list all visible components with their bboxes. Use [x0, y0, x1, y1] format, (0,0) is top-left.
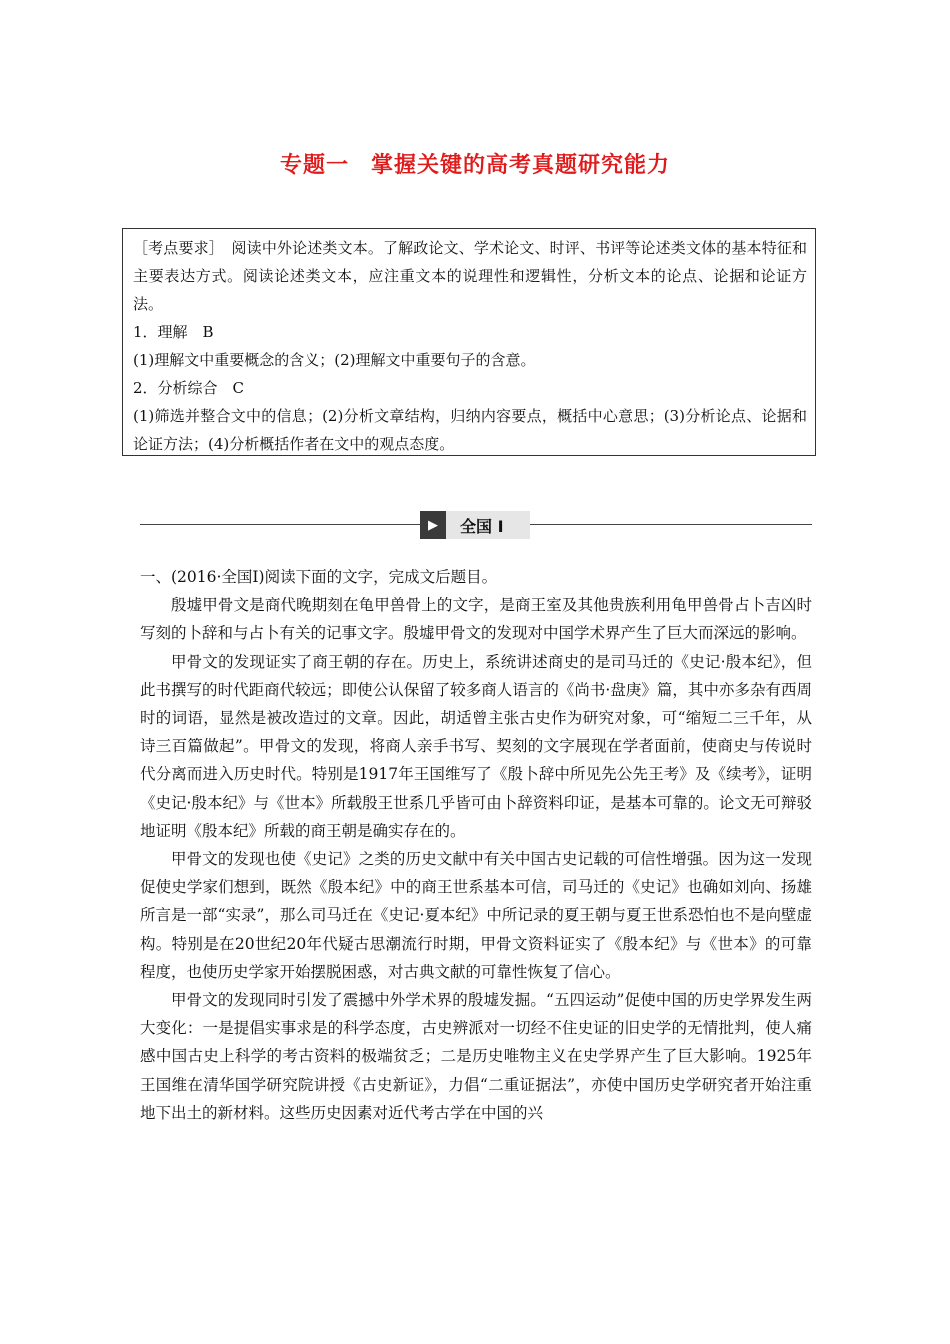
play-arrow-icon: ▶ — [420, 511, 446, 539]
passage-paragraph-2: 甲骨文的发现证实了商王朝的存在。历史上，系统讲述商史的是司马迁的《史记·殷本纪》，但此书撰写的时代距商代较远；即使公认保留了较多商人语言的《尚书·盘庚》篇，其中亦多杂有西周时的词语，显然是被改造过的文章。因此，胡适曾主张古史作为研究对象，可“缩短二三千年，从诗三百篇做起”。甲骨文的发现，将商人亲手书写、契刻的文字展现在学者面前，使商史与传说时代分离而进入历史时代。特别是1917年王国维写了《殷卜辞中所见先公先王考》及《续考》，证明《史记·殷本纪》与《世本》所载殷王世系几乎皆可由卜辞资料印证，是基本可靠的。论文无可辩驳地证明《殷本纪》所载的商王朝是确实存在的。 — [140, 652, 812, 840]
requirement-item-2-detail: (1)筛选并整合文中的信息；(2)分析文章结构，归纳内容要点，概括中心意思；(3)分析论点、论据和论证方法；(4)分析概括作者在文中的观点态度。 — [133, 407, 807, 453]
exam-requirements-box — [122, 228, 816, 456]
page-title — [0, 148, 950, 179]
title-prefix: 专题一 — [279, 153, 349, 178]
requirement-item-2: 2．分析综合 C — [133, 379, 245, 397]
title-main: 掌握关键的高考真题研究能力 — [371, 153, 671, 178]
passage-paragraph-3: 甲骨文的发现也使《史记》之类的历史文献中有关中国古史记载的可信性增强。因为这一发现促使史学家们想到，既然《殷本纪》中的商王世系基本可信，司马迁的《史记》也确如刘向、扬雄所言是一部“实录”，那么司马迁在《史记·夏本纪》中所记录的夏王朝与夏王世系恐怕也不是向壁虚构。特别是在20世纪20年代疑古思潮流行时期，甲骨文资料证实了《殷本纪》与《世本》的可靠程度，也使历史学家开始摆脱困惑，对古典文献的可靠性恢复了信心。 — [140, 850, 812, 981]
question-heading: 一、(2016·全国Ⅰ)阅读下面的文字，完成文后题目。 — [140, 568, 498, 586]
requirements-intro: ［考点要求］ 阅读中外论述类文本。了解政论文、学术论文、时评、书评等论述类文体的基本特征和主要表达方式。阅读论述类文本，应注重文本的说理性和逻辑性，分析文本的论点、论据和论证方法。 — [133, 239, 807, 313]
passage-paragraph-1: 殷墟甲骨文是商代晚期刻在龟甲兽骨上的文字，是商王室及其他贵族利用龟甲兽骨占卜吉凶时写刻的卜辞和与占卜有关的记事文字。殷墟甲骨文的发现对中国学术界产生了巨大而深远的影响。 — [140, 596, 812, 643]
section-label: 全国 I — [460, 516, 504, 536]
requirement-item-1-detail: (1)理解文中重要概念的含义；(2)理解文中重要句子的含意。 — [133, 351, 536, 369]
section-header — [140, 511, 812, 539]
requirement-item-1: 1．理解 B — [133, 323, 214, 341]
reading-passage — [140, 563, 812, 1127]
section-tag — [420, 511, 530, 539]
passage-paragraph-4: 甲骨文的发现同时引发了震撼中外学术界的殷墟发掘。“五四运动”促使中国的历史学界发生两大变化：一是提倡实事求是的科学态度，古史辨派对一切经不住史证的旧史学的无情批判，使人痛感中国古史上科学的考古资料的极端贫乏；二是历史唯物主义在史学界产生了巨大影响。1925年王国维在清华国学研究院讲授《古史新证》，力倡“二重证据法”，亦使中国历史学研究者开始注重地下出土的新材料。这些历史因素对近代考古学在中国的兴 — [140, 991, 812, 1122]
